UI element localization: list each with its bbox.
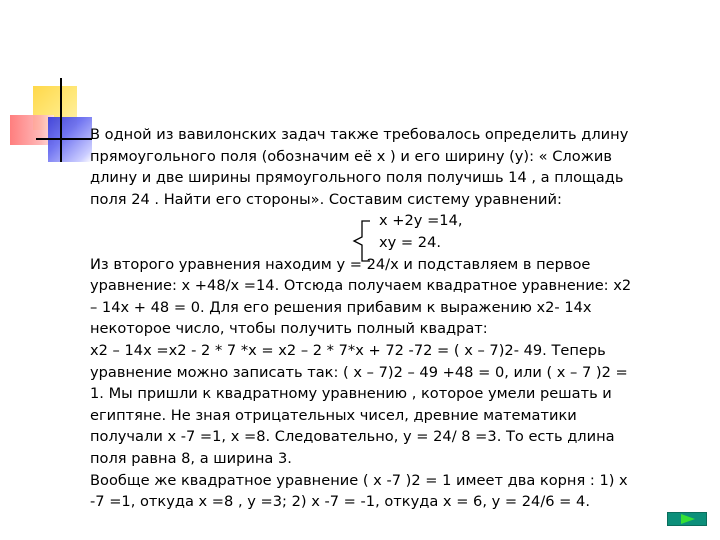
text-line: 1. Мы пришли к квадратному уравнению , которое умели решать и — [90, 385, 612, 403]
text-line: египтяне. Не зная отрицательных чисел, древние математики — [90, 406, 577, 424]
text-line: поля 24 . Найти его стороны». Составим систему уравнений: — [90, 190, 562, 208]
text-line: поля равна 8, а ширина 3. — [90, 449, 292, 467]
text-line: – 14х + 48 = 0. Для его решения прибавим к выражению х2- 14х — [90, 298, 592, 316]
next-slide-button[interactable] — [667, 512, 707, 526]
text-line: уравнение можно записать так: ( х – 7)2 – 49 +48 = 0, или ( х – 7 )2 = — [90, 363, 628, 381]
text-line: получали х -7 =1, х =8. Следовательно, у = 24/ 8 =3. То есть длина — [90, 428, 615, 446]
text-line: Вообще же квадратное уравнение ( х -7 )2 = 1 имеет два корня : 1) х — [90, 471, 628, 489]
text-line: длину и две ширины прямоугольного поля получишь 14 , а площадь — [90, 169, 624, 187]
system-brace-icon — [350, 219, 374, 263]
text-line: уравнение: х +48/х =14. Отсюда получаем квадратное уравнение: х2 — [90, 277, 632, 295]
text-line: прямоугольного поля (обозначим её х ) и его ширину (у): « Сложив — [90, 147, 612, 165]
next-arrow-icon — [681, 514, 695, 524]
text-line: х2 – 14х =х2 - 2 * 7 *х = х2 – 2 * 7*х + 72 -72 = ( х – 7)2- 49. Теперь — [90, 341, 606, 359]
slide-text — [90, 124, 702, 513]
text-line: -7 =1, откуда х =8 , у =3; 2) х -7 = -1, откуда х = 6, у = 24/6 = 4. — [90, 493, 590, 511]
text-line: В одной из вавилонских задач также требовалось определить длину — [90, 126, 629, 143]
decor-horizontal-line — [36, 138, 92, 140]
text-line: некоторое число, чтобы получить полный квадрат: — [90, 320, 488, 338]
equation-line-2: ху = 24. — [379, 233, 441, 251]
equation-line-1: х +2у =14, — [379, 212, 463, 230]
decor-vertical-line — [60, 78, 62, 162]
text-line: Из второго уравнения находим у = 24/х и подставляем в первое — [90, 255, 591, 273]
